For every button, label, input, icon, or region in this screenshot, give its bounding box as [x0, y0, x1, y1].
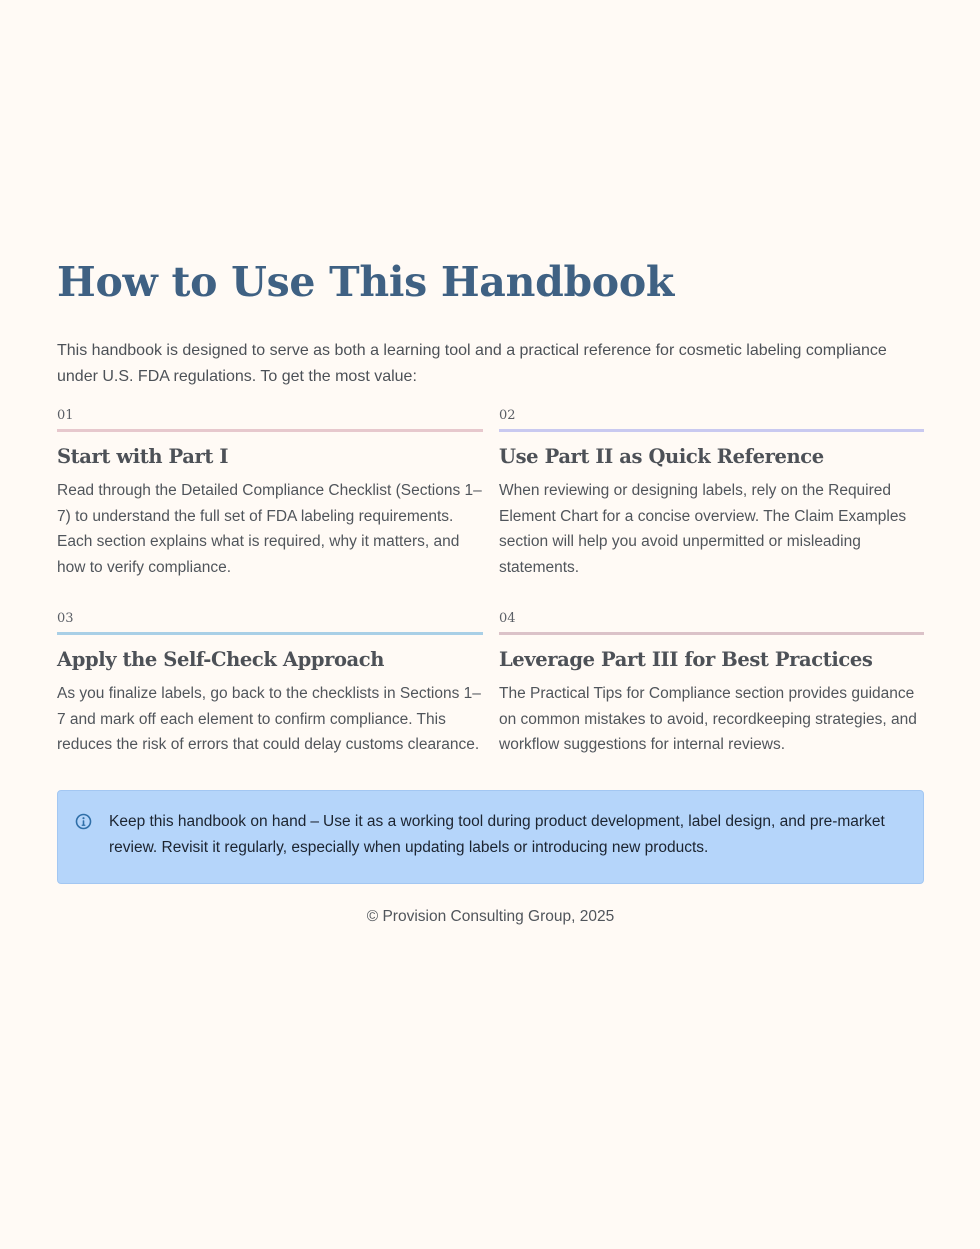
step-number: 03 [57, 610, 483, 635]
callout-lead: Keep this handbook on hand [109, 812, 307, 830]
step-description: When reviewing or designing labels, rely on the Required Element Chart for a concise overview. The Claim Examples section will help you avoid unpermitted or misleading statements. [499, 482, 907, 576]
step-description: Read through the Detailed Compliance Checklist (Sections 1–7) to understand the full set of FDA labeling requirements. Each section explains what is required, why it matters, and how to verify compliance. [57, 482, 482, 576]
step-card [57, 610, 483, 758]
steps-grid [57, 407, 924, 758]
info-callout [57, 790, 924, 884]
step-description: The Practical Tips for Compliance section provides guidance on common mistakes to avoid, recordkeeping strategies, and workflow suggestions for internal reviews. [499, 685, 917, 753]
footer-copyright: © Provision Consulting Group, 2025 [366, 907, 615, 925]
step-number: 02 [499, 407, 924, 432]
step-number: 01 [57, 407, 483, 432]
step-title: Use Part II as Quick Reference [499, 445, 824, 468]
page-title: How to Use This Handbook [57, 258, 675, 306]
step-title: Start with Part I [57, 445, 229, 468]
step-number: 04 [499, 610, 924, 635]
step-card [57, 407, 483, 580]
callout-body: Use it as a working tool during product development, label design, and pre-market review. Revisit it regularly, especially when updating labels or introducing new products. [109, 812, 885, 856]
step-card [499, 610, 924, 758]
step-title: Leverage Part III for Best Practices [499, 648, 873, 671]
intro-paragraph: This handbook is designed to serve as both a learning tool and a practical reference for cosmetic labeling compliance under U.S. FDA regulations. To get the most value: [57, 342, 887, 385]
handbook-section [57, 256, 924, 929]
step-card [499, 407, 924, 580]
step-description: As you finalize labels, go back to the checklists in Sections 1–7 and mark off each element to confirm compliance. This reduces the risk of errors that could delay customs clearance. [57, 685, 481, 753]
callout-separator: – [310, 812, 319, 830]
step-title: Apply the Self-Check Approach [57, 648, 385, 671]
info-icon [75, 813, 92, 830]
